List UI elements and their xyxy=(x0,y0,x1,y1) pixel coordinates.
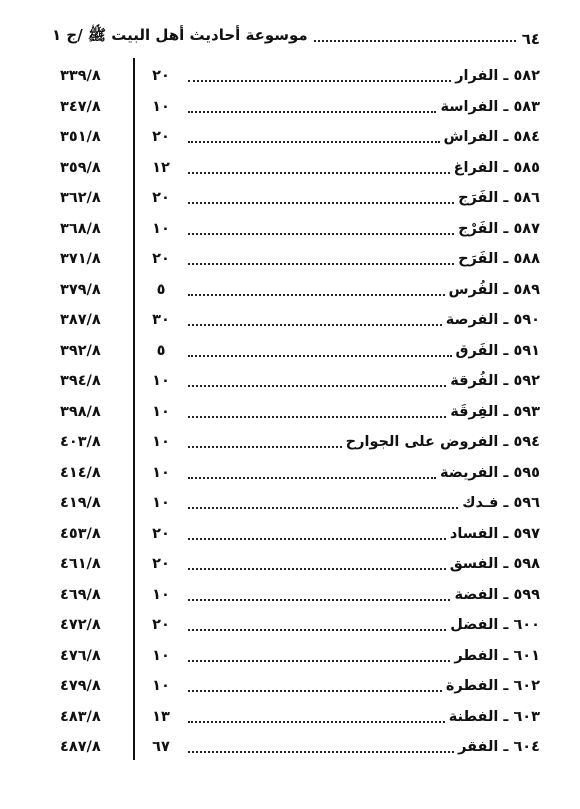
page-reference: ٣٧٩/٨ xyxy=(60,281,101,298)
hadith-count: ١٠ xyxy=(152,586,170,603)
page-reference: ٤٦١/٨ xyxy=(60,556,101,572)
topic-entry xyxy=(188,218,540,240)
topic-entry xyxy=(188,157,540,179)
index-row xyxy=(0,581,580,612)
page-reference: ٤٨٧/٨ xyxy=(60,739,101,755)
page-reference: ٤٦٩/٨ xyxy=(60,586,101,603)
page-reference: ٣٦٢/٨ xyxy=(60,190,101,206)
topic-label: ٥٨٤ ـ الفراش xyxy=(443,129,540,145)
page-reference: ٣٣٩/٨ xyxy=(60,68,101,84)
hadith-count: ١٠ xyxy=(152,495,170,511)
dot-leader xyxy=(188,202,454,204)
page-reference: ٣٩٨/٨ xyxy=(60,403,101,420)
topic-label: ٥٨٢ ـ الفرار xyxy=(455,68,540,84)
hadith-count: ٢٠ xyxy=(152,190,170,206)
hadith-count: ١٠ xyxy=(152,403,170,420)
dot-leader xyxy=(188,233,454,235)
index-row xyxy=(0,215,580,246)
topic-label: ٥٩٩ ـ الفضة xyxy=(454,586,540,603)
hadith-count: ١٣ xyxy=(152,708,170,725)
dot-leader xyxy=(188,324,442,326)
page-reference: ٤٧٩/٨ xyxy=(60,678,101,694)
dot-leader xyxy=(188,141,440,143)
topic-label: ٥٩٢ ـ الفُرقة xyxy=(450,373,540,389)
topic-label: ٥٨٨ ـ الفَرَح xyxy=(458,251,540,267)
index-row xyxy=(0,184,580,215)
index-row xyxy=(0,520,580,551)
topic-label: ٦٠٤ ـ الفقر xyxy=(458,739,540,755)
topic-entry xyxy=(188,279,540,301)
dot-leader xyxy=(188,172,450,174)
page-reference: ٣٦٨/٨ xyxy=(60,220,101,237)
book-title: موسوعة أحاديث أهل البيت ﷺ /ج ١ xyxy=(52,26,308,44)
topic-entry xyxy=(188,675,540,697)
index-row xyxy=(0,306,580,337)
page-reference: ٣٩٢/٨ xyxy=(60,342,101,359)
topic-entry xyxy=(188,126,540,148)
index-row xyxy=(0,459,580,490)
topic-label: ٥٨٣ ـ الفراسة xyxy=(440,98,540,115)
index-row xyxy=(0,489,580,520)
index-row xyxy=(0,245,580,276)
page-reference: ٣٩٤/٨ xyxy=(60,373,101,389)
dot-leader xyxy=(188,111,436,113)
hadith-count: ٢٠ xyxy=(152,617,170,633)
dot-leader xyxy=(188,294,445,296)
page-reference: ٤١٤/٨ xyxy=(60,464,101,481)
dot-leader xyxy=(188,477,436,479)
dot-leader xyxy=(188,568,446,570)
page-reference: ٤٥٣/٨ xyxy=(60,525,101,542)
dot-leader xyxy=(188,751,454,753)
page-reference: ٤٧٦/٨ xyxy=(60,647,101,664)
index-row xyxy=(0,154,580,185)
topic-label: ٥٩١ ـ الفَرق xyxy=(455,342,540,359)
dot-leader xyxy=(188,660,450,662)
topic-label: ٥٩٨ ـ الفسق xyxy=(449,556,540,572)
topic-label: ٥٩٧ ـ الفساد xyxy=(449,525,540,542)
hadith-count: ١٢ xyxy=(152,159,170,176)
index-row xyxy=(0,642,580,673)
index-row xyxy=(0,703,580,734)
hadith-count: ٦٧ xyxy=(152,739,170,755)
page-reference: ٤٧٢/٨ xyxy=(60,617,101,633)
topic-entry xyxy=(188,65,540,87)
hadith-count: ١٠ xyxy=(152,98,170,115)
index-row xyxy=(0,276,580,307)
topic-entry xyxy=(188,614,540,636)
index-row xyxy=(0,337,580,368)
topic-label: ٥٩٠ ـ الفرصة xyxy=(445,312,540,328)
index-row xyxy=(0,550,580,581)
hadith-count: ٢٠ xyxy=(152,68,170,84)
topic-label: ٦٠٠ ـ الفضل xyxy=(450,617,540,633)
page-reference: ٣٤٧/٨ xyxy=(60,98,101,115)
topic-entry xyxy=(188,706,540,728)
topic-label: ٥٩٤ ـ الفروض على الجوارح xyxy=(345,434,540,450)
topic-label: ٦٠٣ ـ الفطنة xyxy=(448,708,540,725)
dot-leader xyxy=(188,263,454,265)
topic-label: ٥٨٥ ـ الفراغ xyxy=(453,159,540,176)
dot-leader xyxy=(188,416,446,418)
dot-leader xyxy=(188,599,450,601)
topic-entry xyxy=(188,736,540,758)
page-reference: ٤٨٣/٨ xyxy=(60,708,101,725)
topic-entry xyxy=(188,309,540,331)
hadith-count: ٥ xyxy=(156,281,166,298)
header-dot-leader xyxy=(314,40,516,42)
dot-leader xyxy=(188,690,442,692)
topic-entry xyxy=(188,645,540,667)
page-reference: ٣٥١/٨ xyxy=(60,129,101,145)
page-number: ٦٤ xyxy=(521,30,540,48)
topic-label: ٥٨٦ ـ الفَرَج xyxy=(458,190,540,206)
dot-leader xyxy=(188,507,458,509)
index-row xyxy=(0,62,580,93)
topic-entry xyxy=(188,492,540,514)
index-row xyxy=(0,93,580,124)
dot-leader xyxy=(188,629,446,631)
topic-label: ٥٩٣ ـ الفِرقَة xyxy=(450,403,540,420)
index-row xyxy=(0,672,580,703)
dot-leader xyxy=(188,538,446,540)
dot-leader xyxy=(188,721,445,723)
index-table xyxy=(0,62,580,764)
page-reference: ٤٠٣/٨ xyxy=(60,434,101,450)
topic-entry xyxy=(188,584,540,606)
topic-entry xyxy=(188,248,540,270)
page-reference: ٤١٩/٨ xyxy=(60,495,101,511)
hadith-count: ١٠ xyxy=(152,647,170,664)
page-header xyxy=(52,22,540,48)
topic-entry xyxy=(188,401,540,423)
hadith-count: ١٠ xyxy=(152,373,170,389)
page-reference: ٣٥٩/٨ xyxy=(60,159,101,176)
dot-leader xyxy=(188,80,451,82)
index-row xyxy=(0,611,580,642)
topic-entry xyxy=(188,340,540,362)
hadith-count: ١٠ xyxy=(152,434,170,450)
index-row xyxy=(0,123,580,154)
topic-label: ٦٠٢ ـ الفطرة xyxy=(445,678,540,694)
topic-entry xyxy=(188,187,540,209)
topic-entry xyxy=(188,523,540,545)
topic-label: ٥٩٦ ـ فـدك xyxy=(462,495,540,511)
topic-label: ٦٠١ ـ الفطر xyxy=(454,647,540,664)
hadith-count: ٥ xyxy=(156,342,166,359)
hadith-count: ٢٠ xyxy=(152,525,170,542)
hadith-count: ١٠ xyxy=(152,678,170,694)
hadith-count: ٢٠ xyxy=(152,556,170,572)
page-reference: ٣٨٧/٨ xyxy=(60,312,101,328)
topic-label: ٥٩٥ ـ الفريضة xyxy=(439,464,540,481)
dot-leader xyxy=(188,385,446,387)
hadith-count: ٢٠ xyxy=(152,251,170,267)
dot-leader xyxy=(188,355,452,357)
topic-label: ٥٨٧ ـ الفَرْج xyxy=(458,220,540,237)
index-row xyxy=(0,733,580,764)
hadith-count: ٢٠ xyxy=(152,129,170,145)
index-row xyxy=(0,398,580,429)
topic-entry xyxy=(188,553,540,575)
index-row xyxy=(0,367,580,398)
topic-label: ٥٨٩ ـ الفُرس xyxy=(448,281,540,298)
topic-entry xyxy=(188,370,540,392)
index-row xyxy=(0,428,580,459)
topic-entry xyxy=(188,431,540,453)
topic-entry xyxy=(188,96,540,118)
hadith-count: ١٠ xyxy=(152,220,170,237)
dot-leader xyxy=(188,446,342,448)
page-reference: ٣٧١/٨ xyxy=(60,251,101,267)
hadith-count: ٣٠ xyxy=(152,312,170,328)
hadith-count: ١٠ xyxy=(152,464,170,481)
topic-entry xyxy=(188,462,540,484)
